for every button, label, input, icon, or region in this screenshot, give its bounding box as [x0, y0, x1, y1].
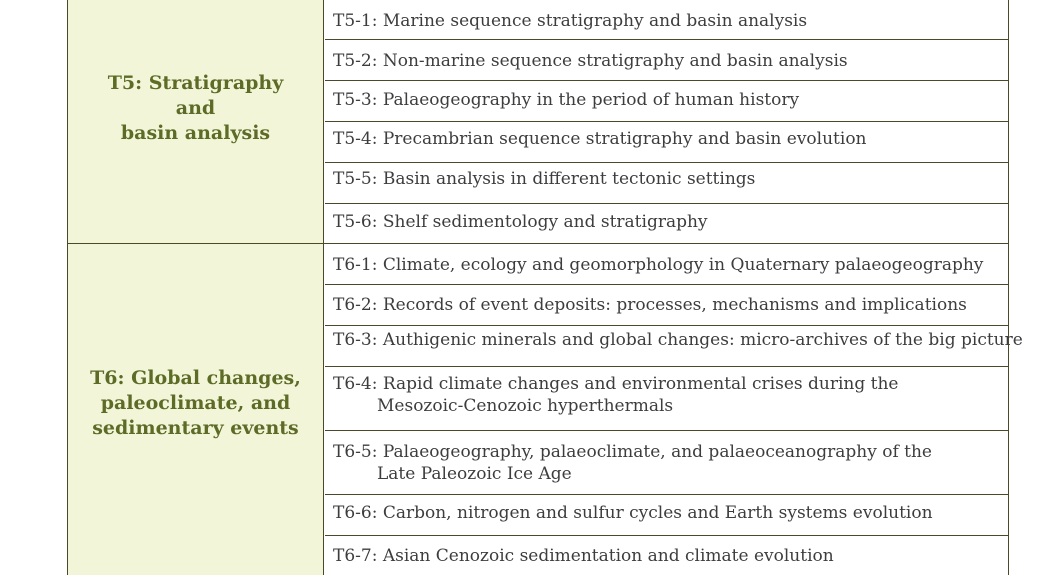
subtopic-label-continued: Late Paleozoic Ice Age: [377, 464, 572, 484]
subtopic-label-continued: Mesozoic-Cenozoic hyperthermals: [377, 396, 674, 416]
subtopic-row-t6-2: [325, 285, 1008, 326]
subtopic-label: T5-1: Marine sequence stratigraphy and basin analysis: [333, 11, 808, 31]
subtopic-list-t5: [325, 0, 1009, 243]
subtopic-label: T5-4: Precambrian sequence stratigraphy and basin evolution: [333, 129, 867, 149]
subtopic-label: T6-3: Authigenic minerals and global changes: micro-archives of the big picture: [333, 330, 1023, 350]
subtopic-label: T5-6: Shelf sedimentology and stratigraphy: [333, 212, 708, 232]
subtopic-label: T6-7: Asian Cenozoic sedimentation and climate evolution: [333, 546, 834, 566]
topic-group-t6: [67, 243, 1023, 575]
topic-title-t6: T6: Global changes, paleoclimate, and sedimentary events: [68, 244, 324, 575]
subtopic-row-t6-3: [325, 326, 1023, 367]
subtopic-row-t5-2: [325, 40, 1008, 81]
subtopic-row-t6-1: [325, 244, 1008, 285]
subtopic-row-t5-5: [325, 163, 1008, 204]
subtopic-row-t6-4: [325, 367, 1008, 431]
topic-group-t5: [67, 0, 1009, 243]
subtopic-label: T6-6: Carbon, nitrogen and sulfur cycles and Earth systems evolution: [333, 503, 933, 523]
subtopic-label: T5-2: Non-marine sequence stratigraphy and basin analysis: [333, 51, 848, 71]
subtopic-label: T6-4: Rapid climate changes and environmental crises during the: [333, 374, 899, 394]
subtopic-row-t5-1: [325, 0, 1008, 40]
subtopic-label: T6-2: Records of event deposits: processes, mechanisms and implications: [333, 295, 967, 315]
subtopic-label: T5-3: Palaeogeography in the period of human history: [333, 90, 800, 110]
subtopic-label: T6-5: Palaeogeography, palaeoclimate, and palaeoceanography of the: [333, 442, 932, 462]
subtopic-row-t6-6: [325, 495, 1008, 536]
subtopic-row-t6-7: [325, 536, 1008, 575]
subtopic-row-t6-5: [325, 431, 1008, 495]
subtopic-row-t5-4: [325, 122, 1008, 163]
subtopic-list-t6: [325, 244, 1023, 575]
subtopic-label: T6-1: Climate, ecology and geomorphology in Quaternary palaeogeography: [333, 255, 984, 275]
subtopic-label: T5-5: Basin analysis in different tectonic settings: [333, 169, 756, 189]
subtopic-row-t5-3: [325, 81, 1008, 122]
subtopic-row-t5-6: [325, 204, 1008, 243]
topic-title-t5: T5: Stratigraphy and basin analysis: [68, 0, 324, 243]
session-topics-table: [67, 0, 1023, 574]
